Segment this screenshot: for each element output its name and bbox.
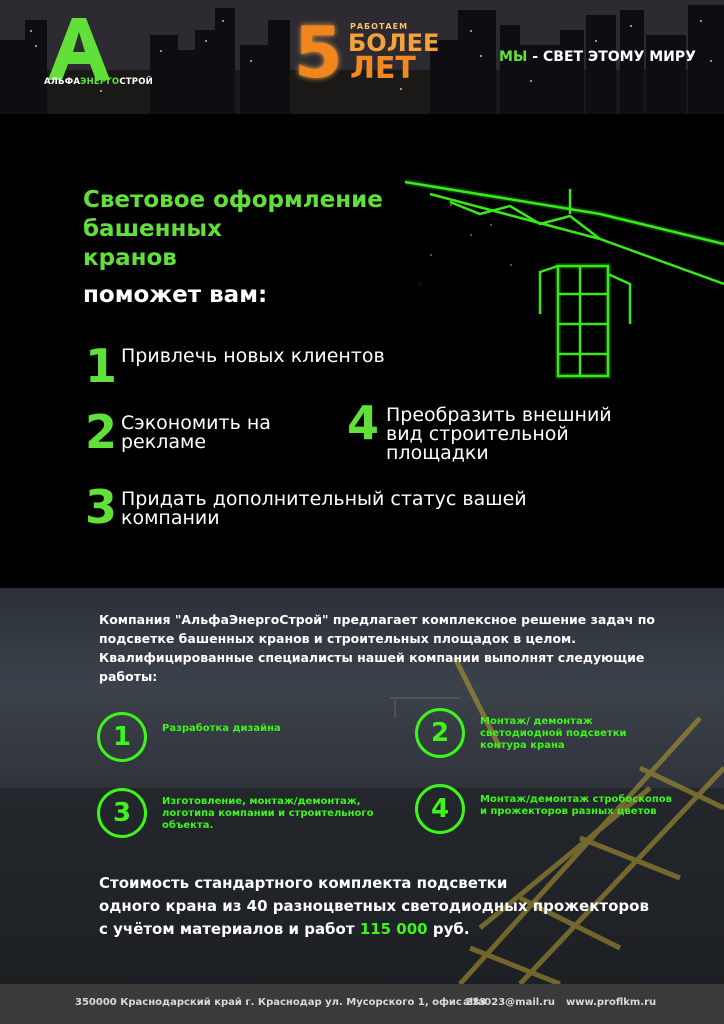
hero-title: Световое оформление башенных кранов — [83, 187, 383, 271]
benefit-number: 3 — [85, 480, 118, 534]
years-number: 5 — [294, 12, 343, 94]
price: 115 000 — [359, 920, 428, 938]
company-logo-text: АЛЬФАЭНЕРГОСТРОЙ — [44, 77, 153, 87]
intro-paragraph: Компания "АльфаЭнергоСтрой" предлагает комплексное решение задач по подсветке башенных кранов и строительных площадок в целом. Квалифицированные специалисты нашей компании выполнят следующие работы: — [99, 612, 655, 684]
benefit-number: 1 — [85, 339, 118, 393]
footer-address: 350000 Краснодарский край г. Краснодар ул. Мусорского 1, офис 233 — [75, 997, 487, 1008]
header — [0, 0, 724, 114]
footer-website-link[interactable]: www.proflkm.ru — [566, 997, 657, 1008]
hero-section — [0, 114, 724, 588]
service-text: Монтаж/демонтаж стробоскопов и прожекторов разных цветов — [480, 794, 672, 817]
service-number-badge: 4 — [415, 784, 465, 834]
services-section — [0, 588, 724, 984]
hero-subtitle: поможет вам: — [83, 282, 268, 308]
benefit-number: 2 — [85, 405, 118, 459]
benefit-text: Преобразить внешний вид строительной площадки — [386, 404, 612, 464]
service-text: Монтаж/ демонтаж светодиодной подсветки контура крана — [480, 716, 627, 751]
slogan: МЫ - СВЕТ ЭТОМУ МИРУ — [499, 49, 696, 65]
service-number-badge: 2 — [415, 708, 465, 758]
benefit-text: Привлечь новых клиентов — [121, 345, 385, 367]
footer-email-link[interactable]: alfa023@mail.ru — [463, 997, 556, 1008]
years-bottom-text: ЛЕТ — [350, 51, 416, 86]
service-text: Изготовление, монтаж/демонтаж, логотипа компании и строительного объекта. — [162, 796, 374, 831]
years-middle-text: БОЛЕЕ — [348, 29, 440, 57]
benefit-text: Сэкономить на рекламе — [121, 412, 271, 453]
service-text: Разработка дизайна — [162, 723, 281, 734]
service-number-badge: 1 — [97, 712, 147, 762]
cost-text: Стоимость стандартного комплекта подсветки одного крана из 40 разноцветных светодиодных прожекторов с учётом материалов и работ 115 000 руб. — [99, 874, 649, 938]
benefit-number: 4 — [347, 396, 380, 450]
service-number-badge: 3 — [97, 788, 147, 838]
years-top-text: РАБОТАЕМ — [350, 22, 409, 31]
footer — [0, 984, 724, 1024]
benefit-text: Придать дополнительный статус вашей компании — [121, 488, 527, 529]
